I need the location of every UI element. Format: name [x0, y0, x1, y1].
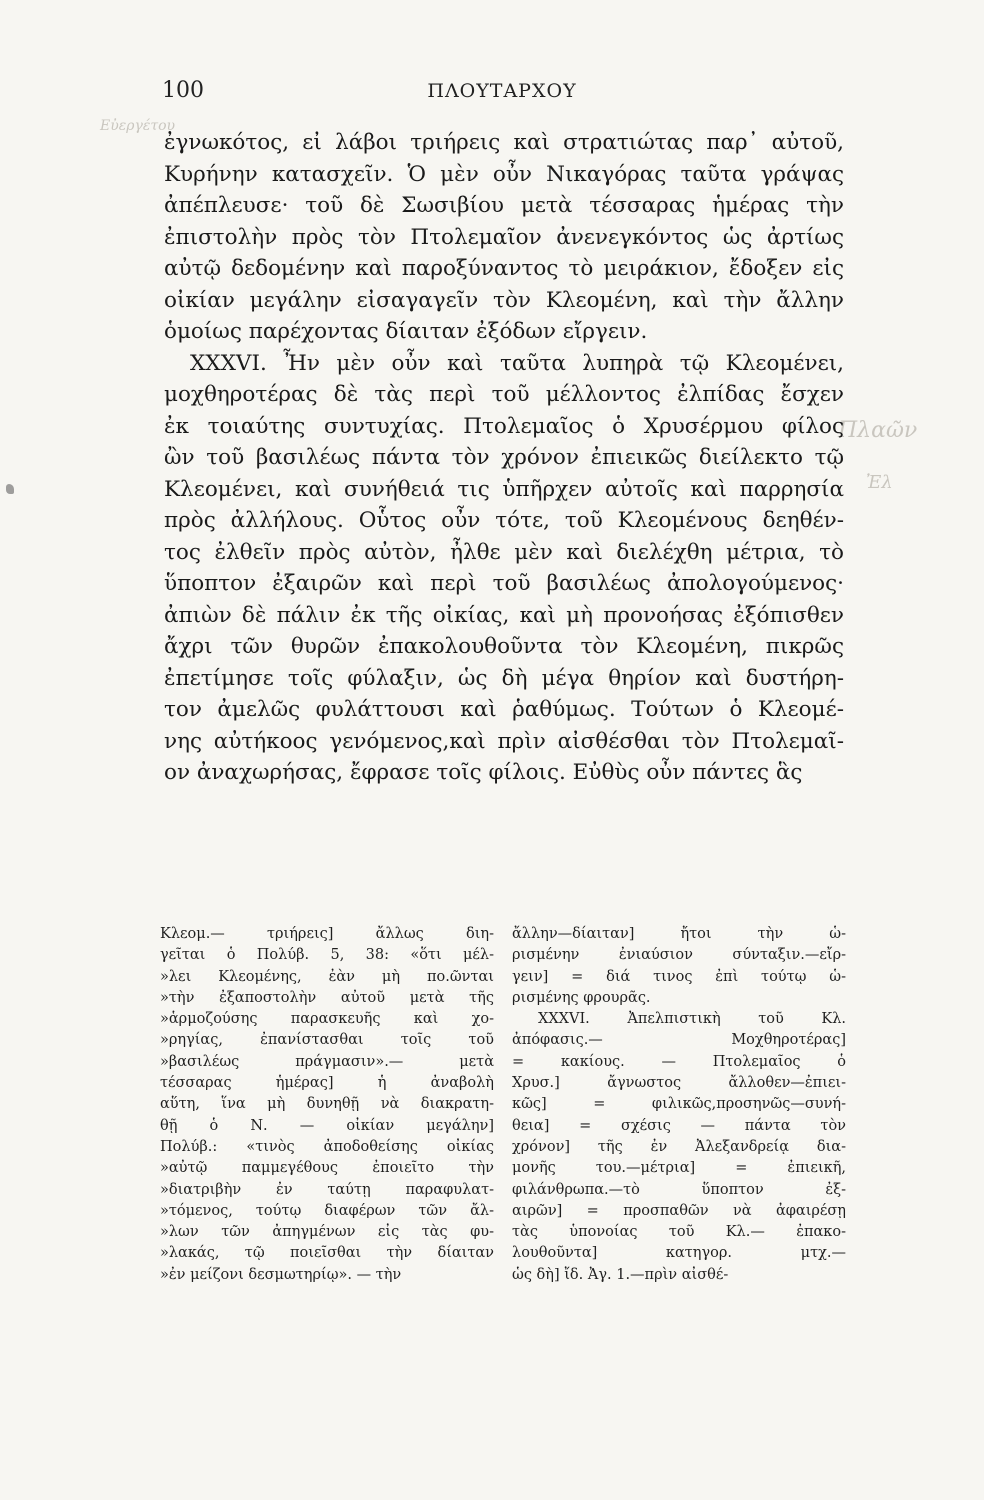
text-line: οἰκίαν μεγάλην εἰσαγαγεῖν τὸν Κλεομένη, καὶ τὴν ἄλλην — [164, 287, 844, 313]
footnote-line: ὡς δὴ] ἴδ. Ἀγ. 1.—πρὶν αἰσθέ- — [512, 1266, 729, 1283]
text-line: πρὸς ἀλλήλους. Οὗτος οὖν τότε, τοῦ Κλεομένους δεηθέν- — [164, 508, 844, 533]
text-line: αὐτῷ δεδομένην καὶ παροξύναντος τὸ μειράκιον, ἔδοξεν εἰς — [164, 256, 844, 281]
footnote-line: κῶς] = φιλικῶς,προσηνῶς—συνή- — [512, 1096, 846, 1113]
footnote-line: »λει Κλεομένης, ἐὰν μὴ πο.ῶνται — [160, 968, 494, 985]
text-line: ἐπετίμησε τοῖς φύλαξιν, ὡς δὴ μέγα θηρίον καὶ δυστήρη- — [164, 665, 844, 691]
footnote-line: = κακίους. — Πτολεμαῖος ὁ — [512, 1053, 846, 1070]
footnote-line: φιλάνθρωπα.—τὸ ὕποπτον ἐξ- — [512, 1181, 846, 1198]
footnote-line: χρόνον] τῆς ἐν Ἀλεξανδρείᾳ δια- — [512, 1138, 846, 1155]
footnote-line: »τὴν ἐξαποστολὴν αὐτοῦ μετὰ τῆς — [160, 989, 494, 1006]
footnote-line: »ρηγίας, ἐπανίστασθαι τοῖς τοῦ — [160, 1032, 494, 1049]
ink-blot — [6, 484, 14, 494]
footnote-line: »τόμενος, τούτῳ διαφέρων τῶν ἄλ- — [160, 1202, 494, 1219]
text-line: XXXVI. Ἦν μὲν οὖν καὶ ταῦτα λυπηρὰ τῷ Κλεομένει, — [190, 350, 844, 376]
footnotes-left-column — [160, 924, 494, 1286]
text-line: ἐγνωκότος, εἰ λάβοι τριήρεις καὶ στρατιώτας παρ᾽ αὐτοῦ, — [164, 130, 844, 155]
page-header — [162, 78, 842, 108]
text-line: ἄχρι τῶν θυρῶν ἐπακολουθοῦντα τὸν Κλεομένη, πικρῶς — [164, 634, 844, 659]
footnote-line: τὰς ὑπονοίας τοῦ Κλ.— ἐπακο- — [512, 1224, 846, 1241]
text-line: ὕποπτον ἐξαιρῶν καὶ περὶ τοῦ βασιλέως ἀπολογούμενος· — [164, 571, 844, 596]
footnote-line: μονῆς του.—μέτρια] = ἐπιεικῆ, — [512, 1160, 846, 1177]
footnote-line: αιρῶν] = προσπαθῶν νὰ ἀφαιρέσῃ — [512, 1202, 846, 1219]
footnote-line: »ἁρμοζούσης παρασκευῆς καὶ χο- — [160, 1011, 494, 1028]
footnote-line: γεῖται ὁ Πολύβ. 5, 38: «ὅτι μέλ- — [160, 947, 494, 964]
text-line: ον ἀναχωρήσας, ἔφρασε τοῖς φίλοις. Εὐθὺς οὖν πάντες ἃς — [164, 760, 803, 785]
text-line: νης αὐτήκοος γενόμενος,καὶ πρὶν αἰσθέσθαι τὸν Πτολεμαῖ- — [164, 728, 844, 754]
text-line: ἐκ τοιαύτης συντυχίας. Πτολεμαῖος ὁ Χρυσέρμου φίλος — [164, 413, 844, 439]
footnote-line: ἄλλην—δίαιταν] ἤτοι τὴν ὡ- — [512, 926, 846, 942]
text-line: ἀπέπλευσε· τοῦ δὲ Σωσιβίου μετὰ τέσσαρας ἡμέρας τὴν — [164, 193, 844, 218]
running-head: ΠΛΟΥΤΑΡΧΟΥ — [427, 80, 577, 102]
footnote-line: »λων τῶν ἀπηγμένων εἰς τὰς φυ- — [160, 1224, 494, 1241]
footnote-line: »αὐτῷ παμμεγέθους ἐποιεῖτο τὴν — [160, 1160, 494, 1177]
page-number: 100 — [162, 78, 204, 103]
text-line: Κλεομένει, καὶ συνήθειά τις ὑπῆρχεν αὐτοῖς καὶ παρρησία — [164, 476, 844, 502]
faint-marginal-annotation: Πλαῶν — [838, 418, 918, 443]
footnote-line: Χρυσ.] ἄγνωστος ἄλλοθεν—ἐπιει- — [512, 1075, 846, 1092]
footnote-line: Κλεομ.— τριήρεις] ἄλλως διη- — [160, 926, 494, 942]
faint-marginal-annotation: Ἐλ — [866, 472, 893, 493]
footnote-line: XXXVI. Ἀπελπιστικὴ τοῦ Κλ. — [538, 1011, 846, 1028]
text-line: Κυρήνην κατασχεῖν. Ὁ μὲν οὖν Νικαγόρας ταῦτα γράψας — [164, 161, 844, 187]
footnote-line: ρισμένην ἐνιαύσιον σύνταξιν.—εἴρ- — [512, 947, 846, 964]
text-line: τος ἐλθεῖν πρὸς αὐτὸν, ἦλθε μὲν καὶ διελέχθη μέτρια, τὸ — [164, 539, 844, 565]
footnote-line: θῇ ὁ Ν. — οἰκίαν μεγάλην] — [160, 1117, 494, 1134]
footnote-line: »ἐν μείζονι δεσμωτηρίῳ». — τὴν — [160, 1266, 402, 1283]
text-line: ἐπιστολὴν πρὸς τὸν Πτολεμαῖον ἀνενεγκόντος ὡς ἀρτίως — [164, 224, 844, 250]
footnote-line: λουθοῦντα] κατηγορ. μτχ.— — [512, 1245, 846, 1262]
main-text-block — [164, 127, 844, 789]
footnote-line: τέσσαρας ἡμέρας] ἡ ἀναβολὴ — [160, 1075, 494, 1092]
text-line: μοχθηροτέρας δὲ τὰς περὶ τοῦ μέλλοντος ἐλπίδας ἔσχεν — [164, 382, 844, 407]
footnote-line: θεια] = σχέσις — πάντα τὸν — [512, 1117, 846, 1134]
footnote-line: ρισμένης φρουρᾶς. — [512, 989, 651, 1006]
faint-marginal-annotation: Εὐεργέτου — [100, 118, 176, 134]
footnote-line: αὕτη, ἵνα μὴ δυνηθῇ νὰ διακρατη- — [160, 1096, 494, 1113]
text-line: ἀπιὼν δὲ πάλιν ἐκ τῆς οἰκίας, καὶ μὴ προνοήσας ἐξόπισθεν — [164, 602, 844, 628]
footnote-line: »λακάς, τῷ ποιεῖσθαι τὴν δίαιταν — [160, 1245, 494, 1262]
footnote-line: Πολύβ.: «τινὸς ἀποδοθείσης οἰκίας — [160, 1138, 494, 1155]
footnote-line: γειν] = διά τινος ἐπὶ τούτῳ ὡ- — [512, 968, 846, 985]
footnotes — [160, 924, 846, 1424]
text-line: ὁμοίως παρέχοντας δίαιταν ἐξόδων εἴργειν. — [164, 319, 648, 344]
footnote-line: »διατριβὴν ἐν ταύτῃ παραφυλατ- — [160, 1181, 494, 1198]
footnote-line: »βασιλέως πράγμασιν».— μετὰ — [160, 1053, 494, 1070]
text-line: ὢν τοῦ βασιλέως πάντα τὸν χρόνον ἐπιεικῶς διείλεκτο τῷ — [164, 445, 844, 470]
footnote-line: ἀπόφασις.— Μοχθηροτέρας] — [512, 1032, 846, 1049]
footnotes-right-column — [512, 924, 846, 1286]
text-line: τον ἀμελῶς φυλάττουσι καὶ ῥαθύμως. Τούτων ὁ Κλεομέ- — [164, 697, 844, 722]
